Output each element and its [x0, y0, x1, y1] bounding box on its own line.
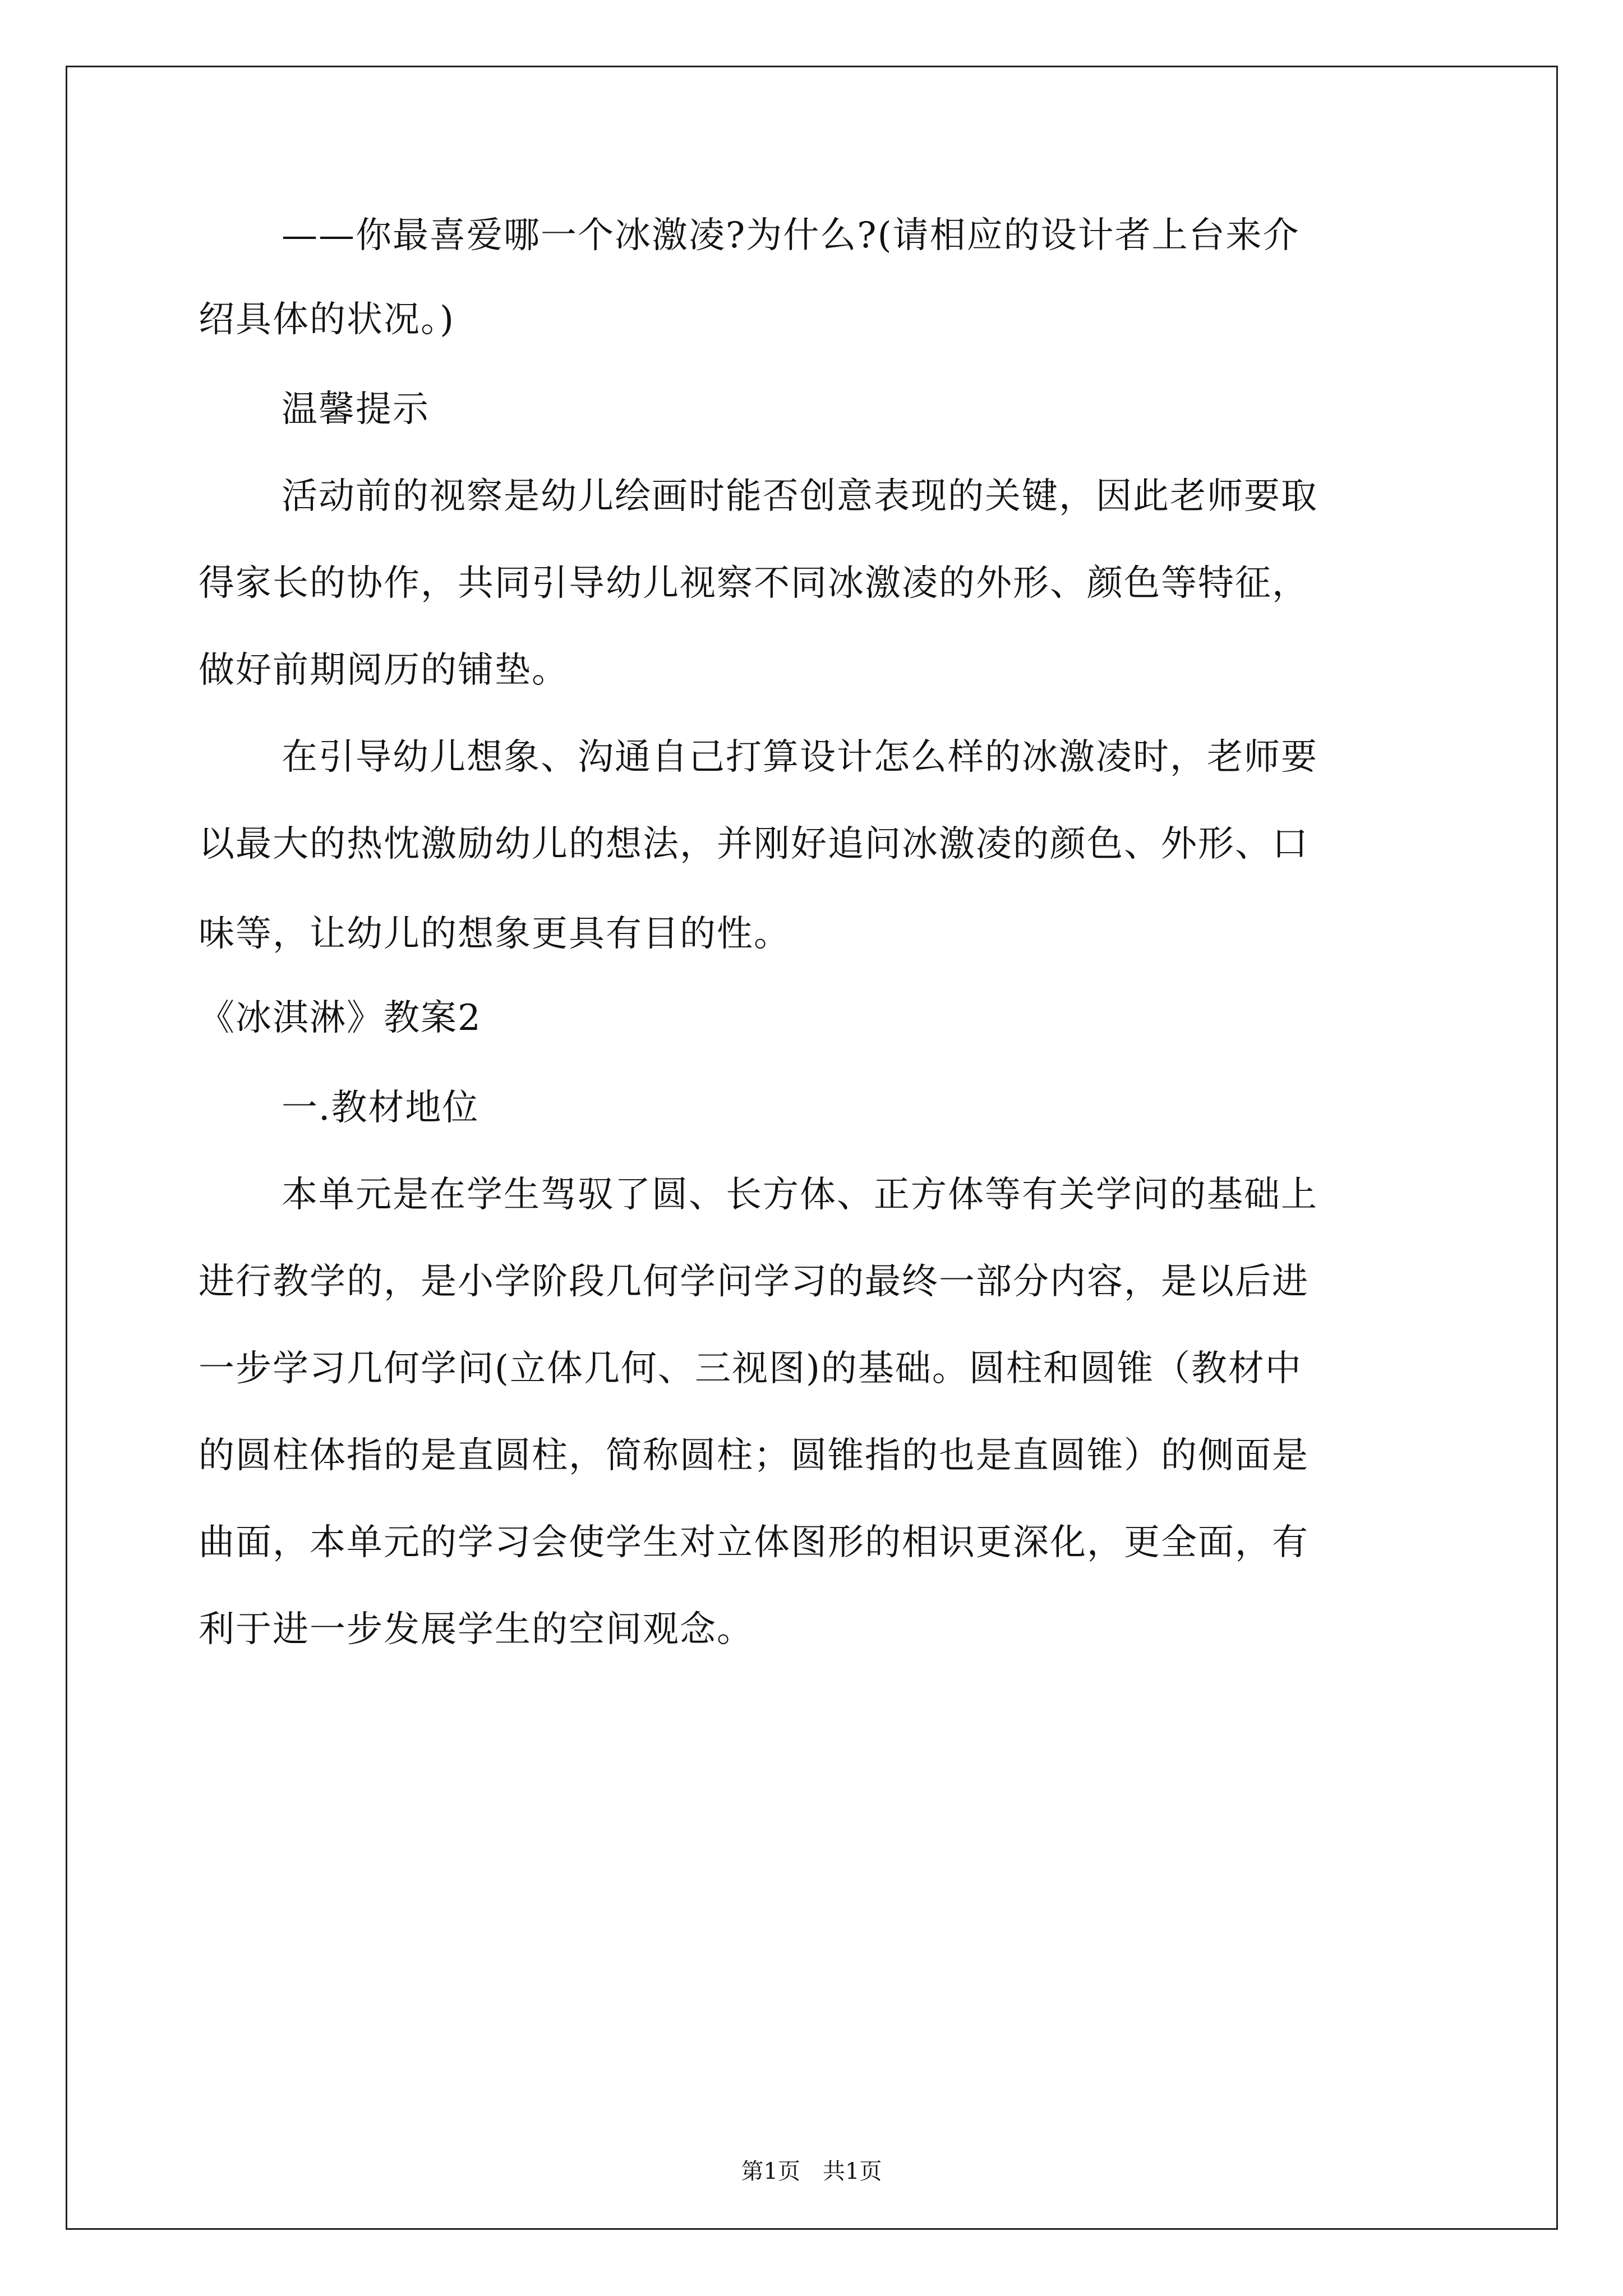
paragraph-line: 进行教学的，是小学阶段几何学问学习的最终一部分内容，是以后进	[199, 1261, 1309, 1303]
paragraph-line: 以最大的热忱激励幼儿的想法，并刚好追问冰激凌的颜色、外形、口	[199, 823, 1309, 865]
paragraph-line: 活动前的视察是幼儿绘画时能否创意表现的关键，因此老师要取	[282, 476, 1318, 517]
section-heading: 温馨提示	[282, 389, 430, 430]
section-heading: 一.教材地位	[282, 1087, 479, 1129]
paragraph-line: 绍具体的状况。)	[199, 299, 455, 341]
page-footer: 第1页 共1页	[741, 2159, 882, 2184]
paragraph-line: 得家长的协作，共同引导幼儿视察不同冰激凌的外形、颜色等特征，	[199, 563, 1309, 604]
section-title: 《冰淇淋》教案2	[199, 997, 482, 1039]
paragraph-line: 的圆柱体指的是直圆柱，简称圆柱；圆锥指的也是直圆锥）的侧面是	[199, 1435, 1309, 1476]
paragraph-line: 味等，让幼儿的想象更具有目的性。	[199, 913, 791, 955]
paragraph-line: 做好前期阅历的铺垫。	[199, 650, 569, 691]
paragraph-line: 在引导幼儿想象、沟通自己打算设计怎么样的冰激凌时，老师要	[282, 737, 1318, 778]
paragraph-line: 一步学习几何学问(立体几何、三视图)的基础。圆柱和圆锥（教材中	[199, 1348, 1302, 1389]
paragraph-line: 利于进一步发展学生的空间观念。	[199, 1609, 754, 1650]
paragraph-line: ——你最喜爱哪一个冰激凌?为什么?(请相应的设计者上台来介	[282, 215, 1300, 256]
paragraph-line: 曲面，本单元的学习会使学生对立体图形的相识更深化，更全面，有	[199, 1522, 1309, 1563]
paragraph-line: 本单元是在学生驾驭了圆、长方体、正方体等有关学问的基础上	[282, 1174, 1318, 1216]
